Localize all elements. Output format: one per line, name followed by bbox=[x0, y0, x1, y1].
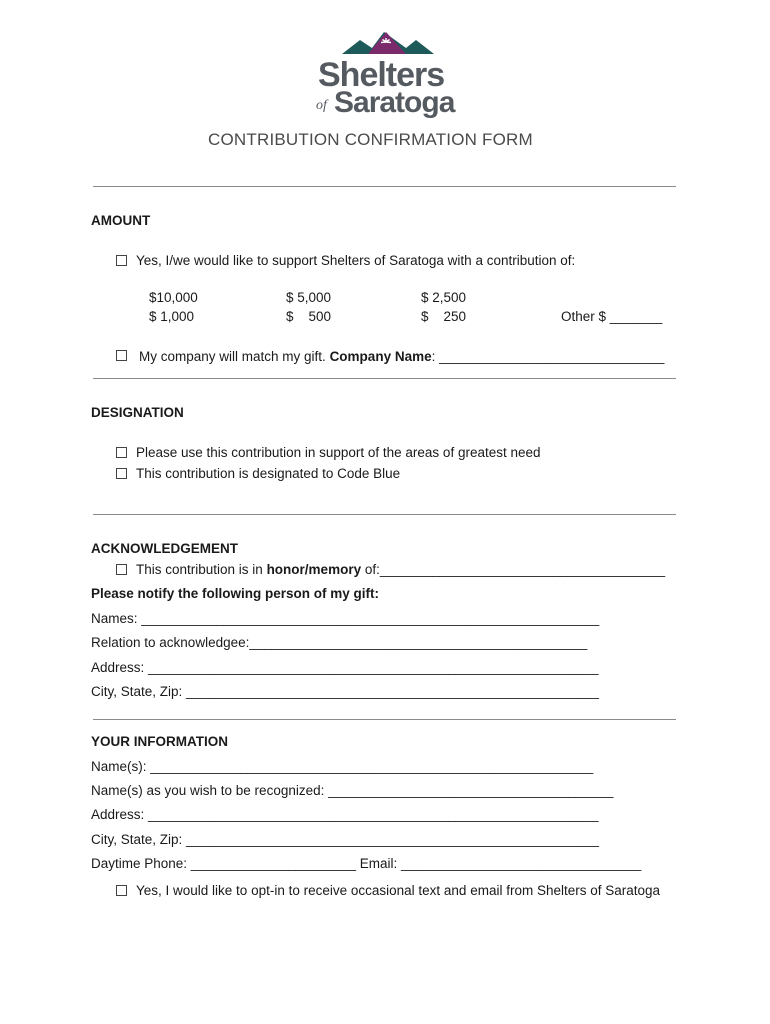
info-recognized-field[interactable]: Name(s) as you wish to be recognized: ______________________________________ bbox=[91, 783, 614, 798]
company-name-label: Company Name bbox=[329, 349, 432, 364]
amount-option-5000: $ 5,000 bbox=[286, 290, 332, 305]
greatest-need-checkbox[interactable] bbox=[116, 447, 127, 458]
divider bbox=[93, 719, 676, 720]
honor-memory-line bbox=[136, 562, 665, 577]
shelters-logo bbox=[300, 28, 470, 128]
info-address-field[interactable]: Address: ____________________________________________________________ bbox=[91, 807, 599, 822]
notify-heading: Please notify the following person of my gift: bbox=[91, 586, 380, 601]
divider bbox=[93, 186, 676, 187]
info-phone-email-field[interactable]: Daytime Phone: ______________________ Email: ________________________________ bbox=[91, 856, 642, 871]
amount-other-field[interactable]: Other $ _______ bbox=[561, 309, 663, 324]
company-match-line bbox=[139, 349, 664, 364]
amount-option-10000: $10,000 bbox=[149, 290, 198, 305]
honor-pre-text: This contribution is in bbox=[136, 562, 267, 577]
optin-label: Yes, I would like to opt-in to receive occasional text and email from Shelters of Saratoga bbox=[136, 883, 661, 898]
support-label: Yes, I/we would like to support Shelters of Saratoga with a contribution of: bbox=[136, 253, 576, 268]
info-names-field[interactable]: Name(s): ___________________________________________________________ bbox=[91, 759, 594, 774]
honor-memory-checkbox[interactable] bbox=[116, 564, 127, 575]
designation-heading: DESIGNATION bbox=[91, 405, 184, 420]
divider bbox=[93, 378, 676, 379]
optin-checkbox[interactable] bbox=[116, 885, 127, 896]
form-title: CONTRIBUTION CONFIRMATION FORM bbox=[208, 130, 533, 149]
amount-option-250: $ 250 bbox=[421, 309, 467, 324]
honor-memory-bold: honor/memory bbox=[266, 562, 362, 577]
greatest-need-label: Please use this contribution in support of the areas of greatest need bbox=[136, 445, 541, 460]
code-blue-checkbox[interactable] bbox=[116, 468, 127, 479]
your-info-heading: YOUR INFORMATION bbox=[91, 734, 228, 749]
company-name-field[interactable]: : ______________________________ bbox=[431, 349, 665, 364]
company-match-text: My company will match my gift. bbox=[139, 349, 326, 364]
support-checkbox[interactable] bbox=[116, 255, 127, 266]
ack-address-field[interactable]: Address: ____________________________________________________________ bbox=[91, 660, 599, 675]
amount-option-1000: $ 1,000 bbox=[149, 309, 195, 324]
logo-of-text: of bbox=[316, 98, 327, 113]
amount-heading: AMOUNT bbox=[91, 213, 151, 228]
info-city-field[interactable]: City, State, Zip: _______________________________________________________ bbox=[91, 832, 599, 847]
company-match-checkbox[interactable] bbox=[116, 350, 127, 361]
acknowledgement-heading: ACKNOWLEDGEMENT bbox=[91, 541, 238, 556]
honor-memory-field[interactable]: of:______________________________________ bbox=[361, 562, 666, 577]
amount-option-500: $ 500 bbox=[286, 309, 332, 324]
logo-saratoga-text: Saratoga bbox=[334, 86, 455, 119]
divider bbox=[93, 514, 676, 515]
code-blue-label: This contribution is designated to Code Blue bbox=[136, 466, 401, 481]
logo-shelters-text: Shelters bbox=[318, 56, 445, 94]
ack-relation-field[interactable]: Relation to acknowledgee:_____________________________________________ bbox=[91, 635, 588, 650]
ack-names-field[interactable]: Names: _____________________________________________________________ bbox=[91, 611, 600, 626]
ack-city-field[interactable]: City, State, Zip: _______________________________________________________ bbox=[91, 684, 599, 699]
amount-option-2500: $ 2,500 bbox=[421, 290, 467, 305]
